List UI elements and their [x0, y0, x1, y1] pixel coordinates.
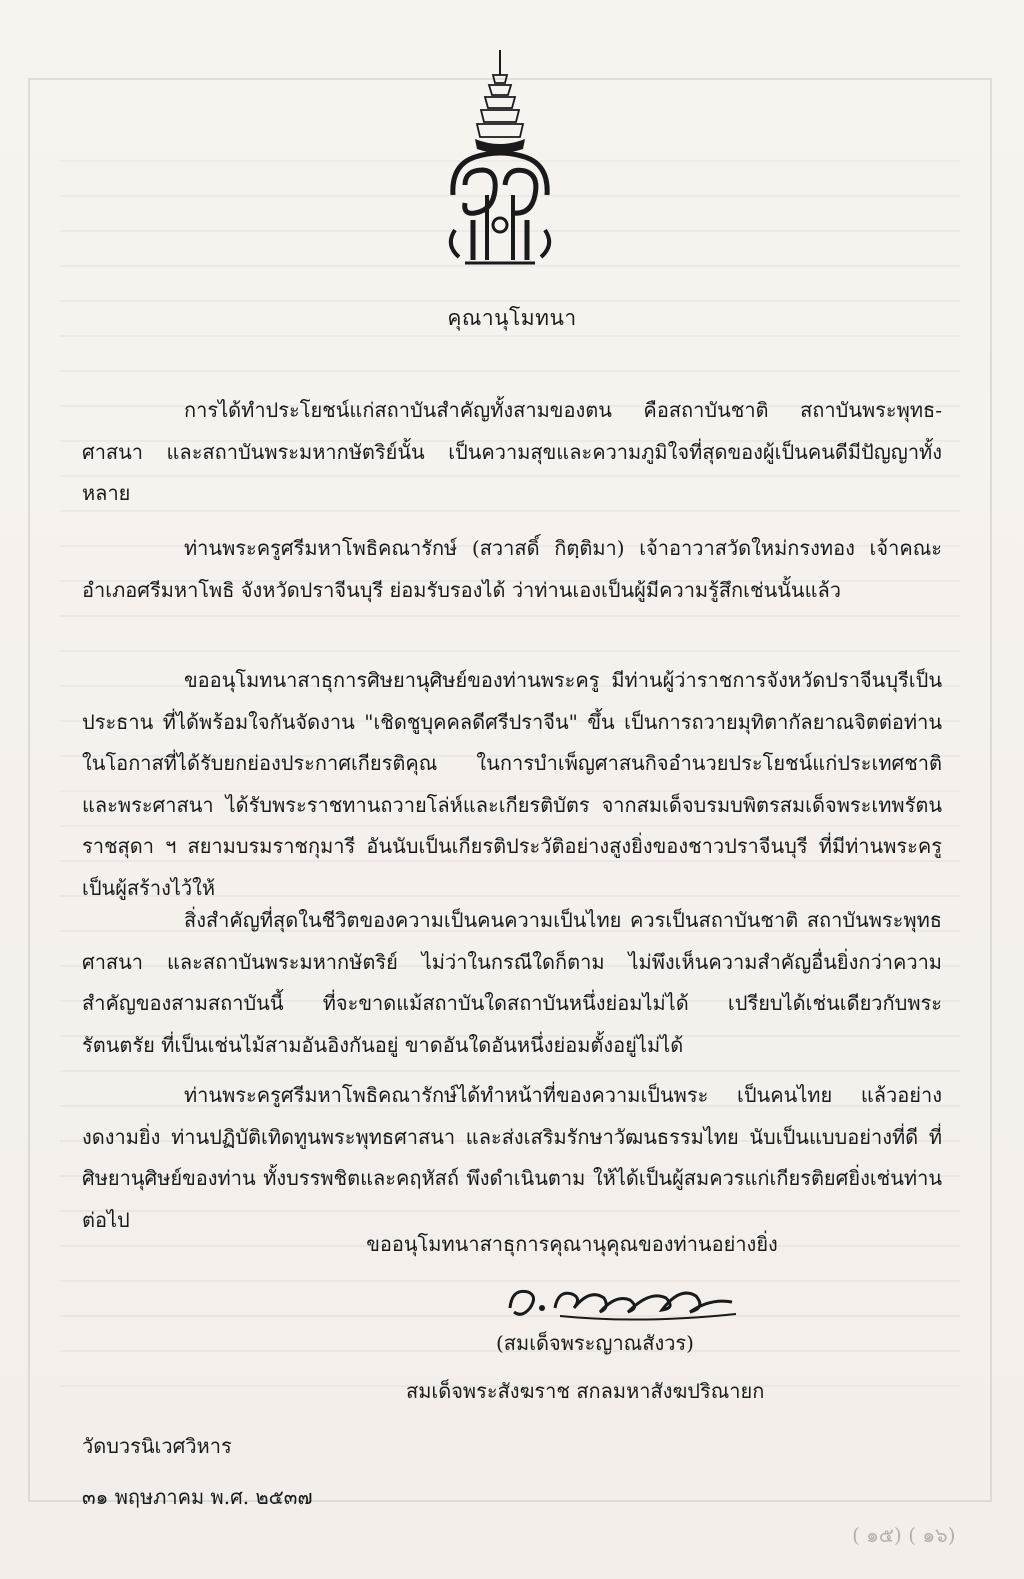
paragraph-5: ท่านพระครูศรีมหาโพธิคณารักษ์ได้ทำหน้าที่ของความเป็นพระ เป็นคนไทย แล้วอย่างงดงามยิ่ง ท่านปฏิบัติเทิดทูนพระพุทธศาสนา และส่งเสริมรักษาวัฒนธรรมไทย นับเป็นแบบอย่างที่ดี ที่ศิษยานุศิษย์ของท่าน ทั้งบรรพชิตและคฤหัสถ์ พึงดำเนินตาม ให้ได้เป็นผู้สมควรแก่เกียรติยศยิ่งเช่นท่านต่อไป [82, 1083, 942, 1232]
handwritten-signature [500, 1268, 750, 1328]
signer-name: (สมเด็จพระญาณสังวร) [496, 1331, 694, 1355]
letter-date: ๓๑ พฤษภาคม พ.ศ. ๒๕๓๗ [82, 1485, 313, 1509]
page-numbers: ( ๑๕) ( ๑๖) [852, 1523, 956, 1547]
paragraph-2: ท่านพระครูศรีมหาโพธิคณารักษ์ (สวาสดิ์ กิตฺติมา) เจ้าอาวาสวัดใหม่กรงทอง เจ้าคณะอำเภอศรีมหาโพธิ จังหวัดปราจีนบุรี ย่อมรับรองได้ ว่าท่านเองเป็นผู้มีความรู้สึกเช่นนั้นแล้ว [82, 536, 942, 602]
paragraph-3: ขออนุโมทนาสาธุการศิษยานุศิษย์ของท่านพระครู มีท่านผู้ว่าราชการจังหวัดปราจีนบุรีเป็นประธาน ที่ได้พร้อมใจกันจัดงาน "เชิดชูบุคคลดีศรีปราจีน" ขึ้น เป็นการถวายมุทิตากัลยาณจิตต่อท่าน ในโอกาสที่ได้รับยกย่องประกาศเกียรติคุณ ในการบำเพ็ญศาสนกิจอำนวยประโยชน์แก่ประเทศชาติและพระศาสนา ได้รับพระราชทานถวายโล่ห์และเกียรติบัตร จากสมเด็จบรมบพิตรสมเด็จพระเทพรัตนราชสุดา ฯ สยามบรมราชกุมารี อันนับเป็นเกียรติประวัติอย่างสูงยิ่งของชาวปราจีนบุรี ที่มีท่านพระครูเป็นผู้สร้างไว้ให้ [82, 668, 942, 900]
signer-title: สมเด็จพระสังฆราช สกลมหาสังฆปริณายก [406, 1379, 765, 1403]
paragraph-4: สิ่งสำคัญที่สุดในชีวิตของความเป็นคนความเป็นไทย ควรเป็นสถาบันชาติ สถาบันพระพุทธศาสนา และสถาบันพระมหากษัตริย์ ไม่ว่าในกรณีใดก็ตาม ไม่พึงเห็นความสำคัญอื่นยิ่งกว่าความสำคัญของสามสถาบันนี้ ที่จะขาดแม้สถาบันใดสถาบันหนึ่งย่อมไม่ได้ เปรียบได้เช่นเดียวกับพระรัตนตรัย ที่เป็นเช่นไม้สามอันอิงกันอยู่ ขาดอันใดอันหนึ่งย่อมตั้งอยู่ไม่ได้ [82, 908, 942, 1057]
issuing-place: วัดบวรนิเวศวิหาร [82, 1434, 232, 1458]
closing-line: ขออนุโมทนาสาธุการคุณานุคุณของท่านอย่างยิ่ง [366, 1232, 778, 1256]
letter-title: คุณานุโมทนา [447, 306, 577, 330]
paragraph-1: การได้ทำประโยชน์แก่สถาบันสำคัญทั้งสามของตน คือสถาบันชาติ สถาบันพระพุทธ-ศาสนา และสถาบันพระมหากษัตริย์นั้น เป็นความสุขและความภูมิใจที่สุดของผู้เป็นคนดีมีปัญญาทั้งหลาย [82, 398, 942, 505]
royal-crest-icon [435, 45, 565, 290]
